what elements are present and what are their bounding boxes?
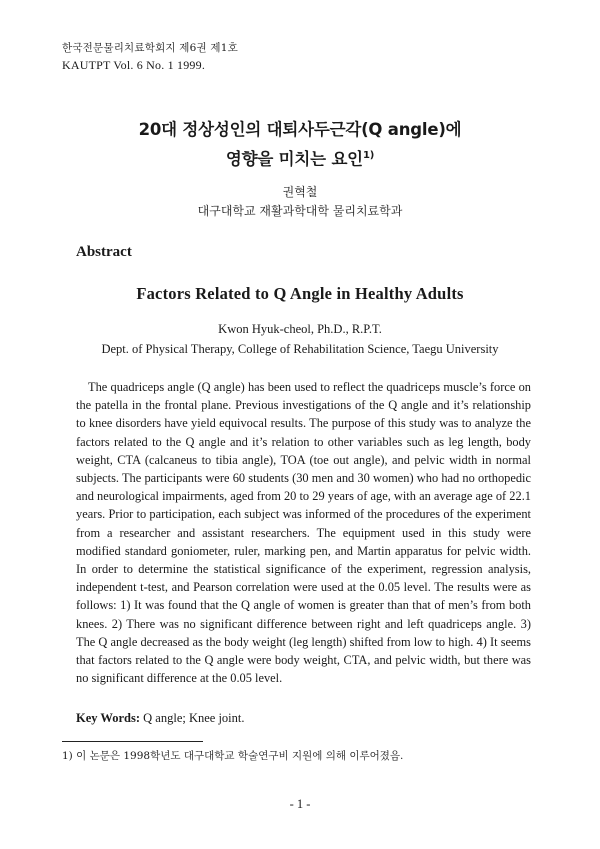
author-english: Kwon Hyuk-cheol, Ph.D., R.P.T. — [218, 322, 382, 336]
article-title-korean — [0, 117, 600, 173]
affiliation-english: Dept. of Physical Therapy, College of Rehabilitation Science, Taegu University — [101, 342, 499, 356]
title-footnote-mark: 1) — [362, 150, 375, 161]
keywords — [76, 711, 245, 726]
abstract-heading: Abstract — [76, 244, 132, 260]
title-korean-line-2-text: 영향을 미치는 요인 — [225, 149, 363, 169]
author-korean: 권혁철 — [282, 185, 318, 199]
keywords-label: Key Words: — [76, 711, 141, 725]
journal-name-korean: 한국전문물리치료학회지 제6권 제1호 — [62, 42, 238, 54]
title-korean-line-2 — [0, 143, 600, 173]
title-korean-line-1: 20대 정상성인의 대퇴사두근각(Q angle)에 — [138, 120, 462, 139]
footnote: 1) 이 논문은 1998학년도 대구대학교 학술연구비 지원에 의해 이루어졌음. — [62, 750, 404, 762]
abstract-text: The quadriceps angle (Q angle) has been used to reflect the quadriceps muscle’s force on the patella in the frontal plane. Previous investigations of the Q angle and it’s relationship to knee disorders have yield equivocal results. The purpose of this study was to analyze the factors related to the Q angle and it’s relation to other variables such as leg length, body weight, CTA (calcaneus to tibia angle), TOA (toe out angle), and pelvic width in normal subjects. The participants were 60 students (30 men and 30 women) who had no orthopedic and neurological impairments, aged from 20 to 29 years of age, with an average age of 22.1 years. Prior to participation, each subject was informed of the procedures of the experiment from a researcher and assistant researchers. The equipment used in this study were modified standard goniometer, ruler, marking pen, and Martin apparatus for pelvic width. In order to determine the statistical significance of the experiment, regression analysis, independent t-test, and Pearson correlation were used at the 0.05 level. The results were as follows: 1) It was found that the Q angle of women is greater than that of men’s from both knees. 2) There was no significant difference between right and left quadriceps angle. 3) The Q angle decreased as the body weight (leg length) shifted from low to high. 4) It seems that factors related to the Q angle were body weight, CTA, and pelvic width, but there was no significant difference at the 0.05 level. — [76, 380, 531, 686]
footnote-divider — [62, 741, 203, 742]
article-title-english: Factors Related to Q Angle in Healthy Adults — [136, 284, 464, 303]
keywords-value: Q angle; Knee joint. — [143, 711, 245, 725]
page-number: - 1 - — [289, 797, 311, 811]
affiliation-korean: 대구대학교 재활과학대학 물리치료학과 — [197, 204, 403, 218]
journal-name-english: KAUTPT Vol. 6 No. 1 1999. — [62, 58, 206, 72]
